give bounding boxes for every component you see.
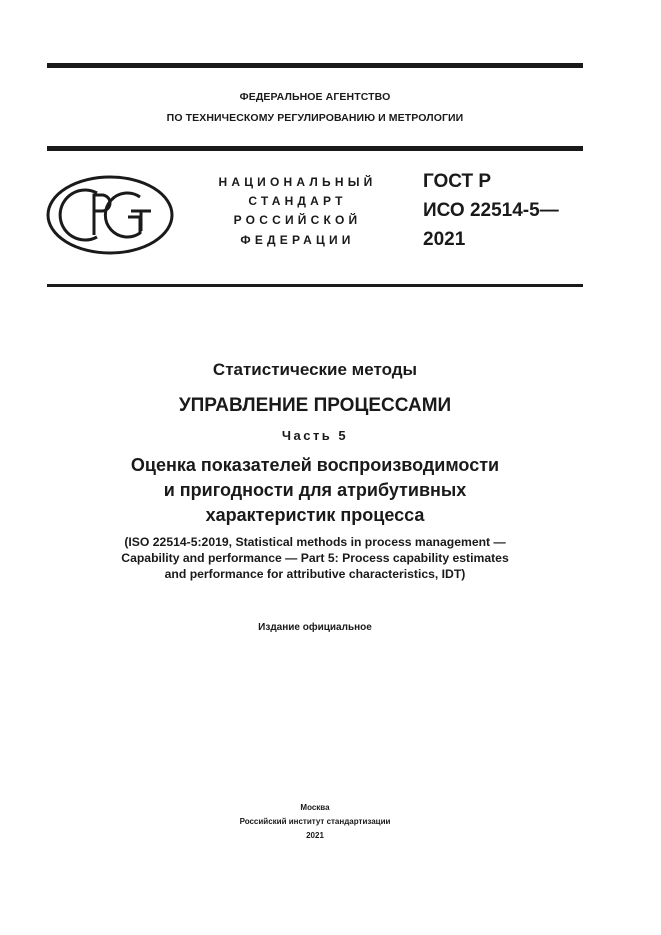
standard-type-line-3: РОССИЙСКОЙ [233,213,362,227]
iso-reference-line-1: (ISO 22514-5:2019, Statistical methods in process management — [124,535,506,549]
iso-reference-line-3: and performance for attributive characteristics, IDT) [164,567,466,581]
edition-label: Издание официальное [258,622,372,633]
page-title: УПРАВЛЕНИЕ ПРОЦЕССАМИ [178,395,452,416]
title-methods: Статистические методы [212,360,418,379]
publisher-city: Москва [300,803,330,812]
top-rule [47,63,583,68]
iso-reference-line-2: Capability and performance — Part 5: Process capability estimates [121,551,509,565]
standard-type-line-4: ФЕДЕРАЦИИ [240,233,355,247]
publisher-year: 2021 [306,831,324,840]
part-label: Часть 5 [281,428,349,443]
designation-line-1: ГОСТ Р [423,171,492,192]
subtitle-line-3: характеристик процесса [205,505,425,525]
header-bottom-rule [47,284,583,287]
standard-type-line-2: СТАНДАРТ [248,194,347,208]
rst-gost-emblem-icon [46,175,174,255]
header-divider-rule [47,146,583,151]
agency-line-2: ПО ТЕХНИЧЕСКОМУ РЕГУЛИРОВАНИЮ И МЕТРОЛОГИИ [166,112,464,124]
standard-type-line-1: НАЦИОНАЛЬНЫЙ [218,175,377,189]
publisher-institute: Российский институт стандартизации [239,817,391,826]
agency-line-1: ФЕДЕРАЛЬНОЕ АГЕНТСТВО [239,91,391,103]
subtitle-line-1: Оценка показателей воспроизводимости [130,455,500,475]
designation-line-3: 2021 [423,229,466,250]
subtitle-line-2: и пригодности для атрибутивных [163,480,467,500]
designation-line-2: ИСО 22514-5— [423,200,559,221]
